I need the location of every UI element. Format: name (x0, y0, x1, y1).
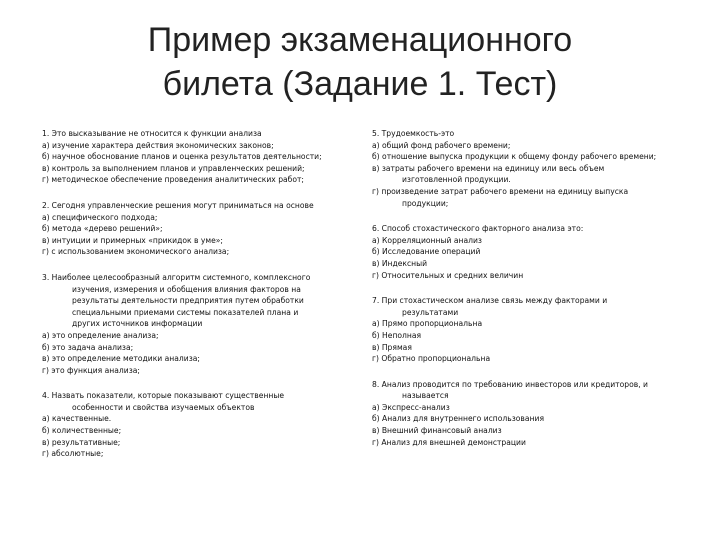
slide-title (40, 18, 680, 106)
question-2-option-c: в) интуиции и примерных «прикидок в уме»; (42, 235, 223, 245)
question-1-option-d: г) методическое обеспечение проведения аналитических работ; (42, 175, 304, 185)
question-6-stem: 6. Способ стохастического факторного анализа это: (372, 224, 584, 234)
question-7-stem: 7. При стохастическом анализе связь между факторами и (372, 296, 608, 306)
question-6-option-a: а) Корреляционный анализ (372, 235, 482, 245)
question-8-stem-cont-1: называется (402, 391, 449, 401)
question-3-option-d: г) это функция анализа; (42, 365, 140, 375)
question-3-stem-cont-1: изучения, измерения и обобщения влияния факторов на (72, 284, 301, 294)
question-6-option-b: б) Исследование операций (372, 247, 481, 257)
question-7-option-a: а) Прямо пропорциональна (372, 319, 483, 329)
question-4-option-b: б) количественные; (42, 426, 122, 436)
question-6-option-d: г) Относительных и средних величин (372, 270, 524, 280)
question-4 (42, 390, 342, 460)
question-2-option-b: б) метода «дерево решений»; (42, 224, 163, 234)
question-2-stem: 2. Сегодня управленческие решения могут приниматься на основе (42, 200, 314, 210)
question-3-option-a: а) это определение анализа; (42, 330, 159, 340)
question-7-option-b: б) Неполная (372, 330, 422, 340)
question-5-option-c-cont: изготовленной продукции. (402, 175, 511, 185)
question-5-option-d: г) произведение затрат рабочего времени на единицу выпуска (372, 186, 629, 196)
question-1-stem: 1. Это высказывание не относится к функции анализа (42, 129, 262, 138)
question-1-option-c: в) контроль за выполнением планов и управленческих решений; (42, 163, 305, 173)
question-3-stem-cont-3: специальными приемами системы показателей плана и (72, 307, 299, 317)
question-8-option-d: г) Анализ для внешней демонстрации (372, 437, 526, 447)
question-1 (42, 128, 342, 186)
question-3-option-c: в) это определение методики анализа; (42, 354, 200, 364)
question-2 (42, 200, 342, 258)
question-8-option-b: б) Анализ для внутреннего использования (372, 414, 545, 424)
question-4-option-c: в) результативные; (42, 437, 121, 447)
question-3-stem-cont-4: других источников информации (72, 319, 203, 329)
question-8-option-c: в) Внешний финансовый анализ (372, 426, 502, 436)
question-1-option-a: а) изучение характера действия экономических законов; (42, 140, 274, 150)
slide-title-line-1: Пример экзаменационного (147, 21, 573, 59)
question-4-stem-cont-1: особенности и свойства изучаемых объектов (72, 402, 255, 412)
question-5 (372, 128, 688, 209)
question-3-option-b: б) это задача анализа; (42, 342, 134, 352)
question-7-option-d: г) Обратно пропорциональна (372, 354, 491, 364)
question-1-option-b: б) научное обоснование планов и оценка результатов деятельности; (42, 152, 322, 162)
left-column (42, 128, 342, 474)
question-4-option-a: а) качественные. (42, 414, 112, 424)
question-8-option-a: а) Экспресс-анализ (372, 402, 450, 412)
question-3-stem: 3. Наиболее целесообразный алгоритм системного, комплексного (42, 272, 311, 282)
slide-title-line-2: билета (Задание 1. Тест) (162, 65, 558, 103)
question-2-option-a: а) специфического подхода; (42, 212, 158, 222)
question-7-stem-cont-1: результатами (402, 307, 459, 317)
right-column (372, 128, 688, 462)
question-4-option-d: г) абсолютные; (42, 449, 104, 459)
question-5-stem: 5. Трудоемкость-это (372, 129, 455, 138)
question-7 (372, 295, 688, 365)
question-5-option-d-cont: продукции; (402, 198, 449, 208)
question-6 (372, 223, 688, 281)
question-7-option-c: в) Прямая (372, 342, 412, 352)
question-5-option-c: в) затраты рабочего времени на единицу или весь объем (372, 163, 605, 173)
question-5-option-a: а) общий фонд рабочего времени; (372, 140, 511, 150)
question-2-option-d: г) с использованием экономического анализа; (42, 247, 230, 257)
question-8-stem: 8. Анализ проводится по требованию инвесторов или кредиторов, и (372, 379, 648, 389)
question-3-stem-cont-2: результаты деятельности предприятия путем обработки (72, 296, 304, 306)
question-5-option-b: б) отношение выпуска продукции к общему фонду рабочего времени; (372, 152, 657, 162)
question-4-stem: 4. Назвать показатели, которые показывают существенные (42, 391, 285, 401)
question-6-option-c: в) Индексный (372, 258, 428, 268)
question-3 (42, 272, 342, 376)
question-8 (372, 379, 688, 449)
